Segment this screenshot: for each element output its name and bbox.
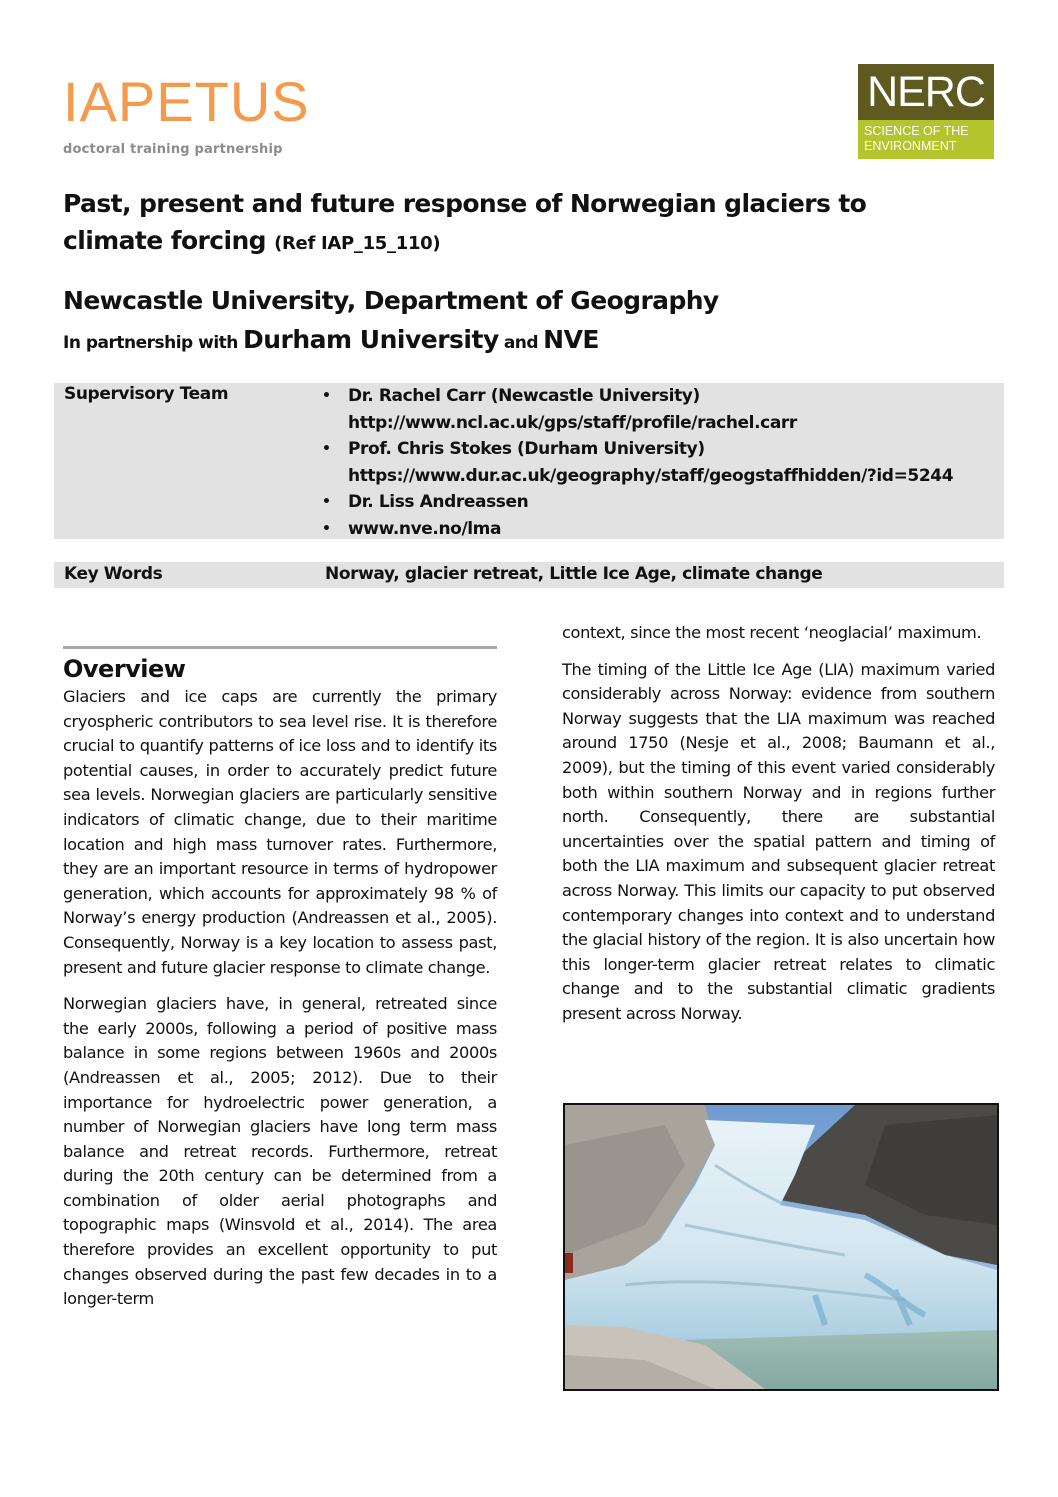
paragraph: context, since the most recent ‘neoglacial’ maximum. [562, 623, 982, 642]
iapetus-tagline: doctoral training partnership [63, 142, 283, 157]
overview-heading: Overview [63, 655, 186, 683]
paragraph: The timing of the Little Ice Age (LIA) maximum varied considerably across Norway: evidence from southern Norway suggests that the LIA maximum was reached around 1750 (Nesje et al., 2008; Baumann et al., 2009), but the timing of this event varied considerably both within southern Norway and in regions further north. Consequently, there are substantial uncertainties over the spatial pattern and timing of both the LIA maximum and subsequent glacier retreat across Norway. This limits our capacity to put observed contemporary changes into context and to understand the glacial history of the region. It is also uncertain how this longer-term glacier retreat relates to climatic change and to the substantial climatic gradients present across Norway. [562, 659, 995, 1023]
partnership-line [63, 322, 599, 361]
page-title [63, 185, 963, 262]
keywords-row [54, 562, 1004, 588]
supervisor-name: Prof. Chris Stokes (Durham University) [348, 439, 705, 459]
nve-link[interactable]: www.nve.no/lma [348, 518, 502, 539]
supervisor-item [319, 383, 953, 436]
paragraph: Norwegian glaciers have, in general, retreated since the early 2000s, following a period of positive mass balance in some regions between 1960s and 2000s (Andreassen et al., 2005; 2012). Due to their importance for hydroelectric power generation, a number of Norwegian glaciers have long term mass balance and retreat records. Furthermore, retreat during the 20th century can be determined from a combination of older aerial photographs and topographic maps (Winsvold et al., 2014). The area therefore provides an excellent opportunity to put changes observed during the past few decades in to a longer-term [63, 994, 497, 1309]
iapetus-wordmark: IAPETUS [63, 70, 310, 133]
partnership-and: and [503, 333, 539, 353]
nerc-logo [858, 64, 994, 159]
keywords-label: Key Words [64, 564, 163, 584]
supervisory-team-row [54, 383, 1004, 539]
title-ref: (Ref IAP_15_110) [274, 233, 441, 254]
title-main: Past, present and future response of Norwegian glaciers to climate forcing [63, 189, 867, 255]
supervisor-item [319, 436, 953, 489]
nerc-tagline-line2: ENVIRONMENT [864, 139, 957, 153]
supervisor-name: Dr. Liss Andreassen [348, 492, 529, 512]
bullet-icon: • [322, 520, 331, 537]
bullet-icon: • [322, 494, 331, 510]
partner-nve: NVE [543, 325, 600, 354]
glacier-image-icon [565, 1105, 997, 1389]
supervisor-item [319, 489, 953, 516]
keywords-value: Norway, glacier retreat, Little Ice Age, climate change [325, 564, 823, 584]
nerc-tagline-line1: SCIENCE OF THE [864, 124, 969, 138]
section-divider [63, 646, 497, 649]
supervisor-name: Dr. Rachel Carr (Newcastle University) [348, 386, 700, 406]
iapetus-logo [63, 70, 310, 157]
supervisor-link[interactable]: http://www.ncl.ac.uk/gps/staff/profile/rachel.carr [348, 412, 797, 433]
nerc-wordmark: NERC [858, 64, 994, 120]
partnership-prefix: In partnership with [63, 333, 238, 353]
supervisor-list [319, 383, 953, 542]
institution-name: Newcastle University, Department of Geography [63, 286, 719, 315]
partner-durham: Durham University [243, 325, 499, 354]
paragraph: Glaciers and ice caps are currently the primary cryospheric contributors to sea level rise. It is therefore crucial to quantify patterns of ice loss and to identify its potential causes, in order to accurately predict future sea levels. Norwegian glaciers are particularly sensitive indicators of climatic change, due to their maritime location and high mass turnover rates. Furthermore, they are an important resource in terms of hydropower generation, which accounts for approximately 98 % of Norway’s energy production (Andreassen et al., 2005). Consequently, Norway is a key location to assess past, present and future glacier response to climate change. [63, 687, 497, 977]
bullet-icon: • [322, 388, 331, 404]
right-column [562, 621, 995, 1027]
supervisor-link[interactable]: https://www.dur.ac.uk/geography/staff/geogstaffhidden/?id=5244 [348, 465, 954, 486]
bullet-icon: • [322, 441, 331, 457]
left-column [63, 685, 497, 1312]
glacier-photo [563, 1103, 999, 1391]
supervisor-item [319, 516, 953, 543]
supervisory-team-label: Supervisory Team [64, 384, 229, 404]
nerc-tagline [858, 120, 994, 159]
